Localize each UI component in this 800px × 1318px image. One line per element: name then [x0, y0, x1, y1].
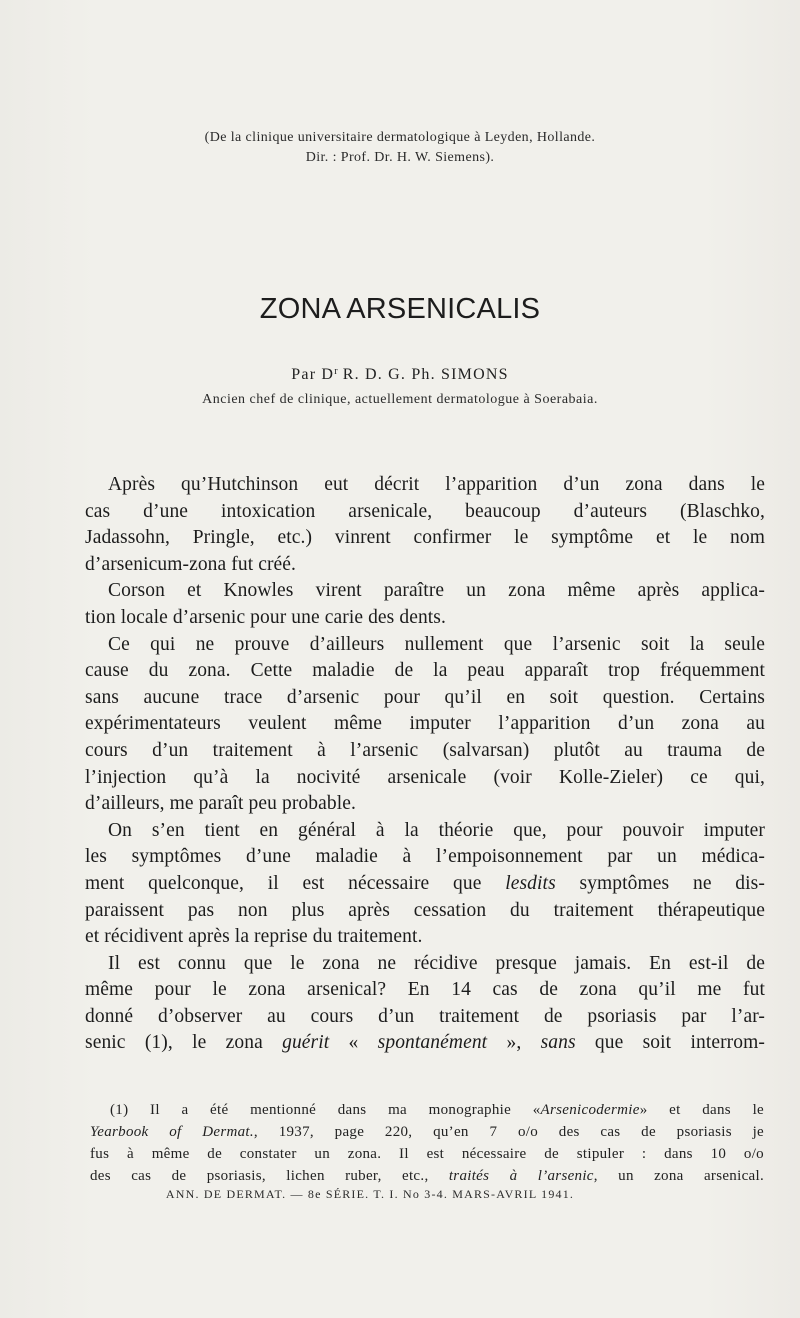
author-role: Ancien chef de clinique, actuellement dermatologue à Soerabaia.	[202, 392, 598, 407]
body-line: d’arsenicum-zona fut créé.	[85, 553, 297, 575]
affiliation-line-2: Dir. : Prof. Dr. H. W. Siemens).	[305, 150, 495, 165]
body-line: Il est connu que le zona ne récidive presque jamais. En est-il de	[108, 952, 765, 974]
body-line: Ce qui ne prouve d’ailleurs nullement que l’arsenic soit la seule	[108, 633, 765, 655]
body-segment: senic (1), le zona	[85, 1032, 263, 1054]
author-prefix-superscript: r	[334, 366, 338, 377]
body-line: d’ailleurs, me paraît peu probable.	[85, 793, 356, 815]
footnote-line	[100, 1099, 764, 1121]
author-prefix: Par D	[291, 366, 335, 383]
body-segment: symptômes ne dis-	[579, 872, 765, 894]
author-line	[0, 366, 800, 384]
footnote	[90, 1099, 764, 1187]
body-line: tion locale d’arsenic pour une carie des dents.	[85, 606, 446, 628]
body-line: même pour le zona arsenical? En 14 cas de zona qu’il me fut	[85, 979, 765, 1001]
body-line: cause du zona. Cette maladie de la peau apparaît trop fréquemment	[85, 660, 765, 682]
body-line: On s’en tient en général à la théorie que, pour pouvoir imputer	[108, 819, 765, 841]
body-line: cas d’une intoxication arsenicale, beaucoup d’auteurs (Blaschko,	[85, 500, 765, 522]
footnote-segment: , 1937, page 220, qu’en 7 o/o des cas de psoriasis je	[253, 1124, 764, 1140]
body-line: et récidivent après la reprise du traitement.	[85, 926, 423, 948]
footnote-italic-segment: traités à l’arsenic	[448, 1168, 594, 1184]
body-italic-segment: guérit	[282, 1032, 330, 1054]
body-line	[85, 1030, 765, 1057]
body-segment: »,	[506, 1032, 522, 1054]
footnote-segment: » et dans le	[639, 1102, 764, 1118]
footnote-segment: (1) Il a été mentionné dans ma monographie «	[110, 1102, 541, 1118]
body-line: l’injection qu’à la nocivité arsenicale (voir Kolle-Zieler) ce qui,	[85, 766, 765, 788]
body-line: Après qu’Hutchinson eut décrit l’apparition d’un zona dans le	[108, 474, 765, 495]
body-italic-segment: lesdits	[505, 872, 556, 894]
footnote-segment: des cas de psoriasis, lichen ruber, etc.,	[90, 1168, 429, 1184]
footnote-line	[90, 1121, 764, 1143]
footnote-line	[90, 1165, 764, 1187]
body-line: paraissent pas non plus après cessation du traitement thérapeutique	[85, 899, 765, 921]
article-title: ZONA ARSENICALIS	[259, 293, 541, 325]
body-line: expérimentateurs veulent même imputer l’apparition d’un zona au	[85, 713, 765, 735]
body-italic-segment: sans	[540, 1032, 576, 1054]
article-body	[85, 472, 765, 1057]
footnote-segment: , un zona arsenical.	[593, 1168, 764, 1184]
body-line	[85, 871, 765, 898]
body-line: sans aucune trace d’arsenic pour qu’il en soit question. Certains	[85, 686, 765, 708]
footnote-line: fus à même de constater un zona. Il est nécessaire de stipuler : dans 10 o/o	[90, 1146, 764, 1162]
author-name: R. D. G. Ph. SIMONS	[342, 366, 509, 383]
body-line: les symptômes d’une maladie à l’empoisonnement par un médica-	[85, 846, 765, 868]
footnote-italic-segment: Yearbook of Dermat.	[90, 1124, 254, 1140]
body-line: Jadassohn, Pringle, etc.) vinrent confirmer le symptôme et le nom	[85, 527, 765, 549]
body-italic-segment: spontanément	[377, 1032, 488, 1054]
affiliation-line-1: (De la clinique universitaire dermatologique à Leyden, Hollande.	[204, 130, 596, 145]
body-line: Corson et Knowles virent paraître un zona même après applica-	[108, 580, 765, 602]
body-line: donné d’observer au cours d’un traitement de psoriasis par l’ar-	[85, 1005, 765, 1027]
body-segment: ment quelconque, il est nécessaire que	[85, 872, 482, 894]
body-segment: que soit interrom-	[594, 1032, 765, 1054]
journal-reference: ANN. DE DERMAT. — 8e SÉRIE. T. I. No 3-4. MARS-AVRIL 1941.	[165, 1187, 575, 1201]
body-segment: «	[348, 1032, 359, 1054]
body-line: cours d’un traitement à l’arsenic (salvarsan) plutôt au trauma de	[85, 739, 765, 761]
footnote-italic-segment: Arsenicodermie	[540, 1102, 640, 1118]
